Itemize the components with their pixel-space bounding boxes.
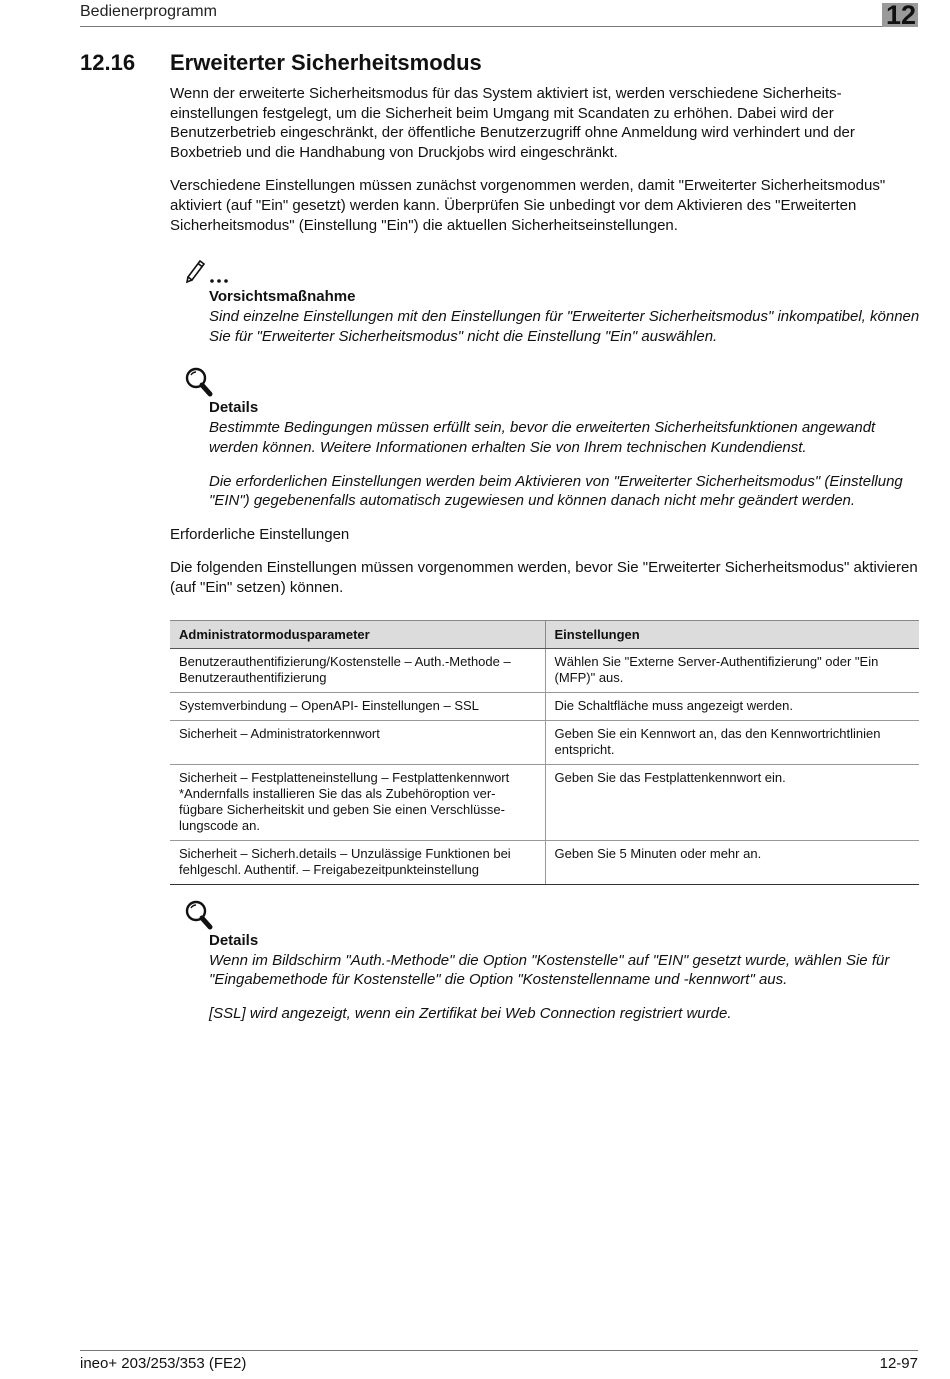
- magnifier-icon: [184, 899, 920, 931]
- table-cell: Die Schaltfläche muss angezeigt werden.: [545, 692, 919, 720]
- table-cell: Sicherheit – Sicherh.details – Unzulässige Funktionen bei fehlgeschl. Authentif. – Freigabezeitpunkteinstellung: [170, 840, 545, 884]
- details-note: [184, 366, 920, 510]
- section-heading: [80, 50, 482, 76]
- table-cell: Geben Sie ein Kennwort an, das den Kennwortrichtlinien entspricht.: [545, 720, 919, 764]
- page-header: [80, 0, 918, 30]
- footer-page-number: 12-97: [879, 1355, 918, 1372]
- table-row: [170, 840, 919, 884]
- table-cell: Benutzerauthentifizierung/Kostenstelle – Auth.-Methode – Benutzerauthentifizierung: [170, 648, 545, 692]
- details-label: Details: [209, 399, 259, 417]
- table-row: [170, 720, 919, 764]
- details-note: [184, 899, 920, 1024]
- table-cell: Wählen Sie "Externe Server-Authentifizierung" oder "Ein (MFP)" aus.: [545, 648, 919, 692]
- table-cell: Sicherheit – Administratorkennwort: [170, 720, 545, 764]
- settings-table: [170, 620, 919, 885]
- table-header-row: [170, 620, 919, 648]
- page-footer: [80, 1350, 918, 1372]
- table-header-cell: Administratormodusparameter: [170, 620, 545, 648]
- required-settings-heading: Erforderliche Einstellungen: [170, 525, 350, 543]
- table-cell: Sicherheit – Festplatteneinstellung – Festplattenkennwort *Andernfalls installieren Sie das als Zubehöroption ver-fügbare Sicherheitskit und geben Sie einen Verschlüsse-lungscode an.: [170, 764, 545, 840]
- footer-model: ineo+ 203/253/353 (FE2): [80, 1355, 247, 1372]
- pencil-note-icon: [184, 255, 920, 287]
- details-text: Die erforderlichen Einstellungen werden beim Aktivieren von "Erweiterter Sicherheitsmodus" (Einstellung "EIN") gegebenenfalls automatisch zugewiesen und können danach nicht mehr geändert werden.: [209, 472, 903, 510]
- caution-text: Sind einzelne Einstellungen mit den Einstellungen für "Erweiterter Sicherheitsmodus" inkompatibel, können Sie für "Erweiterter Sicherheitsmodus" nicht die Einstellung "Ein" auswählen.: [209, 308, 920, 345]
- table-row: [170, 692, 919, 720]
- intro-paragraph: Verschiedene Einstellungen müssen zunächst vorgenommen werden, damit "Erweiterter Sicherheitsmodus" aktiviert (auf "Ein" gesetzt) werden kann. Überprüfen Sie unbedingt vor dem Aktivieren des "Erweiterten Sicherheitsmodus" (Einstellung "Ein") die aktuellen Sicherheitseinstellungen.: [170, 177, 886, 234]
- section-title: Erweiterter Sicherheitsmodus: [170, 50, 482, 75]
- chapter-number: 12: [885, 0, 916, 30]
- details-label: Details: [209, 931, 259, 949]
- details-text: Bestimmte Bedingungen müssen erfüllt sein, bevor die erweiterten Sicherheitsfunktionen angewandt werden können. Weitere Informationen erhalten Sie von Ihrem technischen Kundendienst.: [209, 419, 876, 456]
- section-number: 12.16: [80, 50, 136, 75]
- required-settings-text: Die folgenden Einstellungen müssen vorgenommen werden, bevor Sie "Erweiterter Sicherheitsmodus" aktivieren (auf "Ein" setzen) können.: [170, 559, 918, 596]
- table-cell: Geben Sie 5 Minuten oder mehr an.: [545, 840, 919, 884]
- table-cell: Systemverbindung – OpenAPI- Einstellungen – SSL: [170, 692, 545, 720]
- details-text: Wenn im Bildschirm "Auth.-Methode" die Option "Kostenstelle" auf "EIN" gesetzt wurde, wählen Sie für "Eingabemethode für Kostenstelle" die Option "Kostenstellenname und -kennwort" aus.: [209, 951, 890, 989]
- table-row: [170, 648, 919, 692]
- running-title: Bedienerprogramm: [80, 3, 217, 20]
- details-text: [SSL] wird angezeigt, wenn ein Zertifikat bei Web Connection registriert wurde.: [209, 1004, 732, 1022]
- caution-label: Vorsichtsmaßnahme: [209, 288, 356, 306]
- caution-note: [184, 255, 920, 346]
- table-cell: Geben Sie das Festplattenkennwort ein.: [545, 764, 919, 840]
- table-row: [170, 764, 919, 840]
- intro-paragraph: Wenn der erweiterte Sicherheitsmodus für das System aktiviert ist, werden verschiedene Sicherheits-einstellungen festgelegt, um die Sicherheit beim Umgang mit Scandaten zu erhöhen. Dabei wird der Benutzerbetrieb eingeschränkt, der öffentliche Benutzerzugriff ohne Anmeldung wird verhindert und der Boxbetrieb und die Handhabung von Druckjobs wird eingeschränkt.: [170, 85, 855, 161]
- main-content: [170, 84, 920, 1037]
- magnifier-icon: [184, 366, 920, 398]
- table-header-cell: Einstellungen: [545, 620, 919, 648]
